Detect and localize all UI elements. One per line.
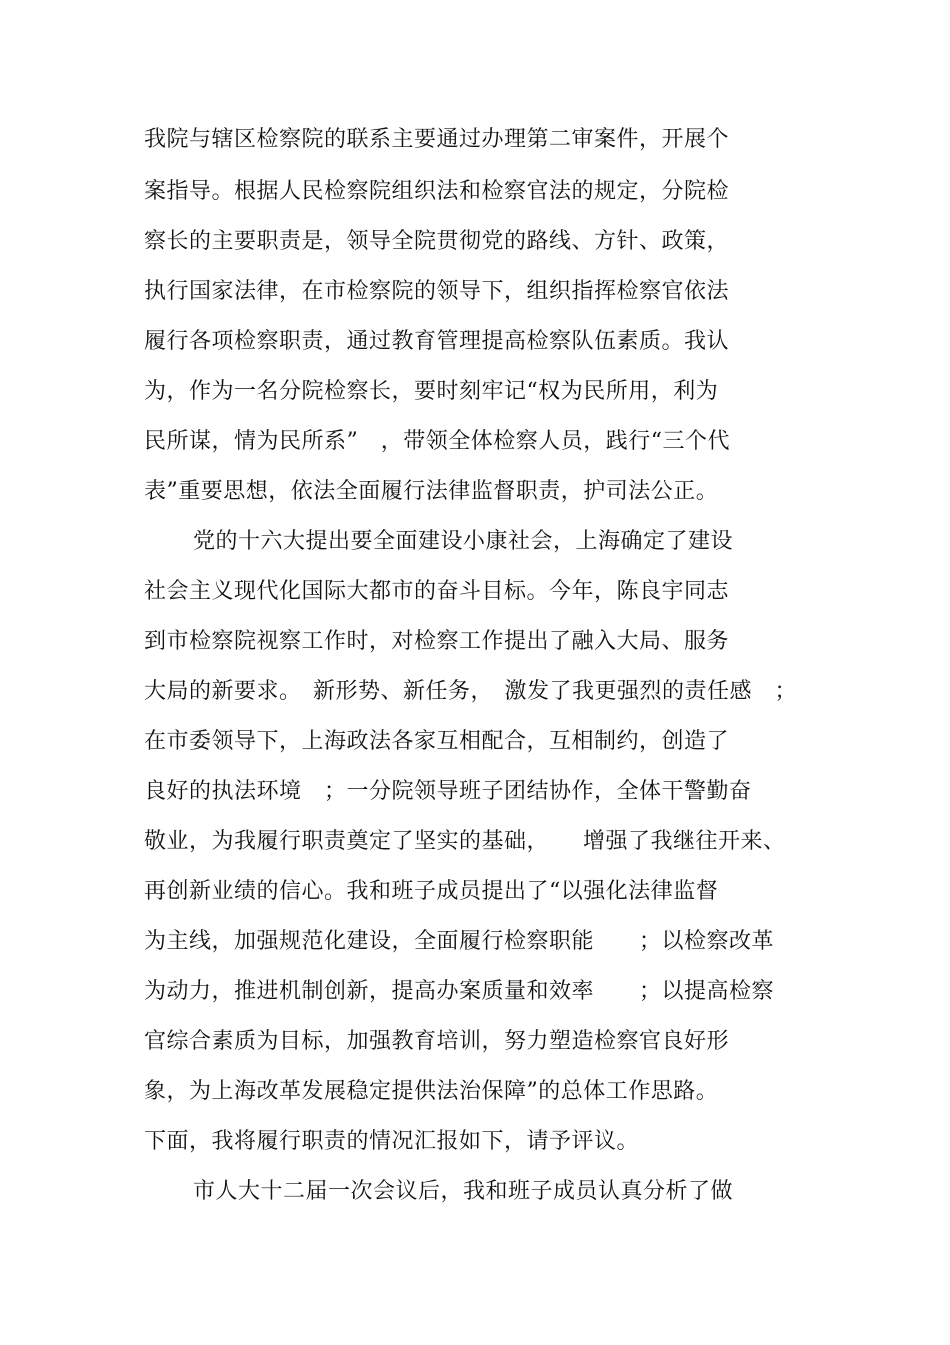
text-line-13: 在市委领导下，上海政法各家互相配合，互相制约，创造了	[144, 729, 730, 754]
text-line-7: 民所谋，情为民所系” ，带领全体检察人员，践行“三个代	[144, 429, 730, 454]
text-line-18: 为动力，推进机制创新，提高办案质量和效率 ；以提高检察	[144, 979, 775, 1004]
text-line-17: 为主线，加强规范化建设，全面履行检察职能 ；以检察改革	[144, 929, 775, 954]
text-line-16: 再创新业绩的信心。我和班子成员提出了“以强化法律监督	[144, 879, 719, 904]
text-line-2: 案指导。根据人民检察院组织法和检察官法的规定，分院检	[144, 179, 730, 204]
text-line-10: 社会主义现代化国际大都市的奋斗目标。今年，陈良宇同志	[144, 579, 730, 604]
text-line-8: 表”重要思想，依法全面履行法律监督职责，护司法公正。	[144, 479, 719, 504]
text-line-3: 察长的主要职责是，领导全院贯彻党的路线、方针、政策，	[144, 229, 730, 254]
text-line-4: 执行国家法律，在市检察院的领导下，组织指挥检察官依法	[144, 279, 730, 304]
text-line-6: 为，作为一名分院检察长，要时刻牢记“权为民所用，利为	[144, 379, 719, 404]
text-line-12: 大局的新要求。 新形势、新任务， 激发了我更强烈的责任感 ；	[144, 679, 798, 704]
text-line-21: 下面，我将履行职责的情况汇报如下，请予评议。	[144, 1129, 640, 1154]
paragraph-start-line-22: 市人大十二届一次会议后，我和班子成员认真分析了做	[193, 1179, 734, 1204]
text-line-15: 敬业，为我履行职责奠定了坚实的基础， 增强了我继往开来、	[144, 829, 786, 854]
paragraph-start-line-9: 党的十六大提出要全面建设小康社会，上海确定了建设	[193, 529, 734, 554]
text-line-19: 官综合素质为目标，加强教育培训，努力塑造检察官良好形	[144, 1029, 730, 1054]
text-line-11: 到市检察院视察工作时，对检察工作提出了融入大局、服务	[144, 629, 730, 654]
text-line-20: 象，为上海改革发展稳定提供法治保障”的总体工作思路。	[144, 1079, 719, 1104]
text-line-1: 我院与辖区检察院的联系主要通过办理第二审案件，开展个	[144, 127, 730, 152]
text-line-14: 良好的执法环境 ；一分院领导班子团结协作，全体干警勤奋	[144, 779, 752, 804]
text-line-5: 履行各项检察职责，通过教育管理提高检察队伍素质。我认	[144, 329, 730, 354]
